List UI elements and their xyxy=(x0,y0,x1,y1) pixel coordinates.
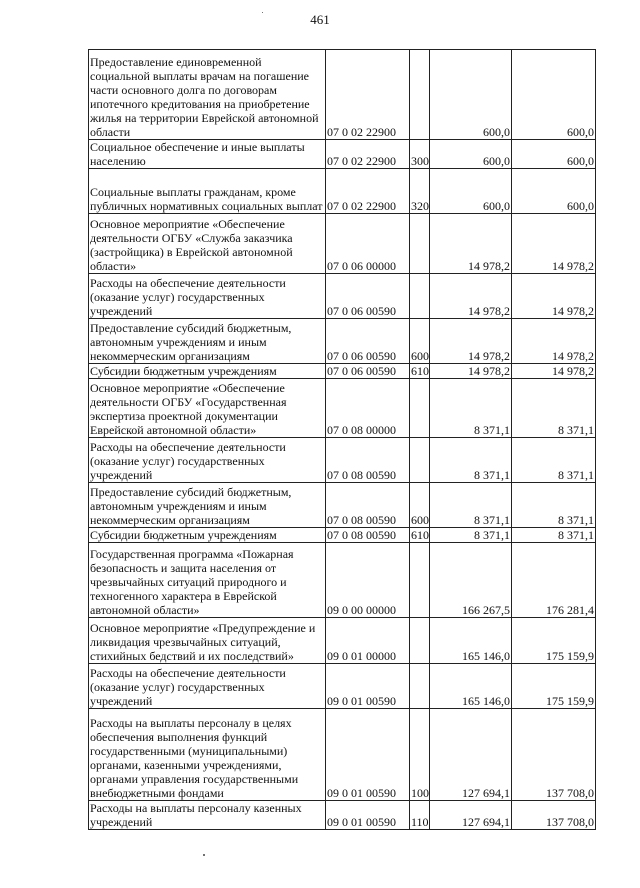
row-sum-1: 8 371,1 xyxy=(430,528,512,543)
row-code: 09 0 00 00000 xyxy=(326,543,410,618)
row-code: 07 0 06 00590 xyxy=(326,364,410,379)
row-code: 09 0 01 00000 xyxy=(326,618,410,664)
row-vr: 300 xyxy=(410,140,430,169)
row-sum-2: 14 978,2 xyxy=(512,274,596,319)
row-vr xyxy=(410,438,430,483)
row-name: Предоставление единовременной социальной выплаты врачам на погашение части основного долга по договорам ипотечного кредитования на приобретение жилья на территории Еврейской автономной области xyxy=(89,50,326,140)
row-name: Государственная программа «Пожарная безопасность и защита населения от чрезвычайных ситуаций природного и техногенного характера в Еврейской автономной области» xyxy=(89,543,326,618)
table-row xyxy=(89,214,596,274)
table-row xyxy=(89,319,596,364)
budget-table xyxy=(88,49,596,830)
row-sum-2: 600,0 xyxy=(512,169,596,214)
row-code: 07 0 08 00590 xyxy=(326,528,410,543)
table-row xyxy=(89,169,596,214)
row-vr: 610 xyxy=(411,364,429,378)
row-code: 09 0 01 00590 xyxy=(326,709,410,801)
row-name: Основное мероприятие «Предупреждение и ликвидация чрезвычайных ситуаций, стихийных бедствий и их последствий» xyxy=(89,618,326,664)
row-vr xyxy=(410,664,430,709)
row-vr: 320 xyxy=(410,169,430,214)
row-sum-2: 8 371,1 xyxy=(512,483,596,528)
table-row xyxy=(89,438,596,483)
row-name: Предоставление субсидий бюджетным, автономным учреждениям и иным некоммерческим организациям xyxy=(89,319,326,364)
row-name: Расходы на обеспечение деятельности (оказание услуг) государственных учреждений xyxy=(89,664,326,709)
scan-speck xyxy=(203,854,205,856)
scan-speck xyxy=(262,12,263,13)
row-sum-1: 14 978,2 xyxy=(430,214,512,274)
row-code: 07 0 06 00590 xyxy=(326,274,410,319)
table-row xyxy=(89,664,596,709)
row-code: 09 0 01 00590 xyxy=(326,664,410,709)
table-row xyxy=(89,709,596,801)
row-vr xyxy=(410,379,430,438)
table-row xyxy=(89,50,596,140)
table-row xyxy=(89,140,596,169)
row-sum-2: 8 371,1 xyxy=(512,379,596,438)
row-name: Расходы на обеспечение деятельности (оказание услуг) государственных учреждений xyxy=(89,438,326,483)
row-sum-2: 600,0 xyxy=(512,140,596,169)
row-sum-1: 166 267,5 xyxy=(430,543,512,618)
row-sum-2: 8 371,1 xyxy=(512,438,596,483)
row-name: Субсидии бюджетным учреждениям xyxy=(89,364,326,379)
row-sum-1: 600,0 xyxy=(430,50,512,140)
row-sum-2: 8 371,1 xyxy=(512,528,596,543)
row-code: 07 0 06 00590 xyxy=(326,319,410,364)
row-vr: 110 xyxy=(410,801,430,830)
table-row xyxy=(89,379,596,438)
row-sum-1: 127 694,1 xyxy=(430,801,512,830)
table-row xyxy=(89,543,596,618)
table-row xyxy=(89,364,596,379)
row-code: 09 0 01 00590 xyxy=(326,801,410,830)
table-row xyxy=(89,618,596,664)
row-vr: 100 xyxy=(410,709,430,801)
row-code: 07 0 06 00000 xyxy=(326,214,410,274)
row-vr xyxy=(410,214,430,274)
row-vr xyxy=(410,543,430,618)
table-row xyxy=(89,274,596,319)
row-name: Расходы на обеспечение деятельности (оказание услуг) государственных учреждений xyxy=(89,274,326,319)
row-sum-1: 8 371,1 xyxy=(430,379,512,438)
row-code: 07 0 08 00000 xyxy=(326,379,410,438)
table-row xyxy=(89,801,596,830)
row-sum-2: 137 708,0 xyxy=(512,801,596,830)
row-vr xyxy=(410,274,430,319)
row-vr: 610 xyxy=(411,528,429,542)
row-name: Основное мероприятие «Обеспечение деятельности ОГБУ «Государственная экспертиза проектной документации Еврейской автономной области» xyxy=(89,379,326,438)
row-sum-1: 14 978,2 xyxy=(430,319,512,364)
row-name: Социальные выплаты гражданам, кроме публичных нормативных социальных выплат xyxy=(89,169,326,214)
page-number: 461 xyxy=(310,12,330,27)
row-sum-2: 175 159,9 xyxy=(512,618,596,664)
row-sum-1: 165 146,0 xyxy=(430,664,512,709)
row-sum-1: 127 694,1 xyxy=(430,709,512,801)
row-sum-2: 175 159,9 xyxy=(512,664,596,709)
row-sum-2: 600,0 xyxy=(512,50,596,140)
row-code: 07 0 02 22900 xyxy=(326,140,410,169)
row-sum-1: 165 146,0 xyxy=(430,618,512,664)
row-vr xyxy=(410,618,430,664)
row-name: Социальное обеспечение и иные выплаты населению xyxy=(89,140,326,169)
row-code: 07 0 08 00590 xyxy=(326,483,410,528)
table-row xyxy=(89,528,596,543)
table-row xyxy=(89,483,596,528)
row-sum-1: 8 371,1 xyxy=(430,483,512,528)
row-sum-2: 137 708,0 xyxy=(512,709,596,801)
row-sum-2: 14 978,2 xyxy=(512,214,596,274)
row-name: Основное мероприятие «Обеспечение деятельности ОГБУ «Служба заказчика (застройщика) в Еврейской автономной области» xyxy=(89,214,326,274)
row-code: 07 0 02 22900 xyxy=(326,169,410,214)
row-sum-2: 14 978,2 xyxy=(512,319,596,364)
row-sum-1: 14 978,2 xyxy=(430,274,512,319)
row-sum-1: 600,0 xyxy=(430,169,512,214)
row-vr: 600 xyxy=(410,483,430,528)
row-name: Расходы на выплаты персоналу в целях обеспечения выполнения функций государственными (муниципальными) органами, казенными учреждениями, органами управления государственными внебюджетными фондами xyxy=(89,709,326,801)
row-code: 07 0 02 22900 xyxy=(326,50,410,140)
row-sum-2: 176 281,4 xyxy=(512,543,596,618)
row-name: Расходы на выплаты персоналу казенных учреждений xyxy=(89,801,326,830)
row-sum-2: 14 978,2 xyxy=(512,364,596,379)
row-vr: 600 xyxy=(410,319,430,364)
row-name: Субсидии бюджетным учреждениям xyxy=(89,528,326,543)
row-sum-1: 14 978,2 xyxy=(430,364,512,379)
row-name: Предоставление субсидий бюджетным, автономным учреждениям и иным некоммерческим организациям xyxy=(89,483,326,528)
row-code: 07 0 08 00590 xyxy=(326,438,410,483)
row-vr xyxy=(410,50,430,140)
row-sum-1: 8 371,1 xyxy=(430,438,512,483)
row-sum-1: 600,0 xyxy=(430,140,512,169)
